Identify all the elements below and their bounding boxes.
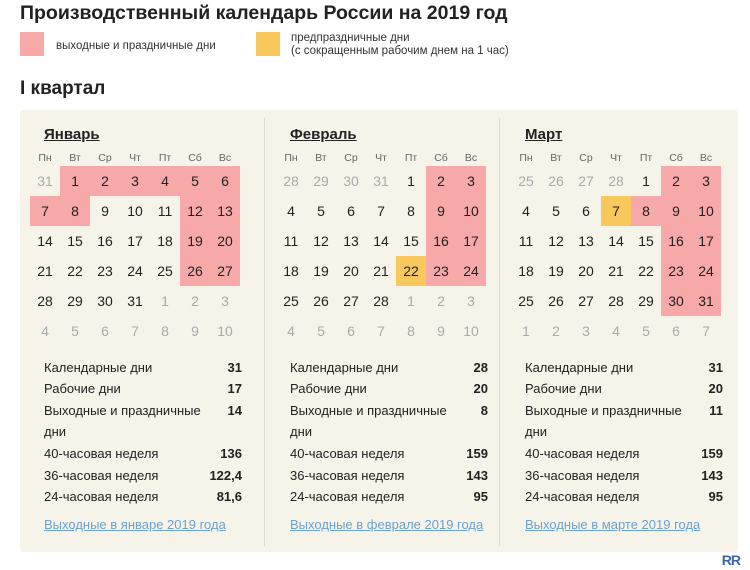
calendar-day: 28: [608, 293, 624, 309]
calendar-day: 12: [313, 233, 329, 249]
calendar-day-holiday: 26: [180, 256, 210, 286]
calendar-day-holiday: 16: [426, 226, 456, 256]
stat-value-holidays: 8: [480, 403, 488, 418]
calendar-day: 15: [67, 233, 83, 249]
calendar-day: 11: [283, 233, 299, 249]
preholiday-legend-label: [291, 32, 509, 58]
calendar-day-other-month: 4: [612, 323, 620, 339]
stat-value-working-days: 17: [227, 381, 242, 396]
calendar-day: 18: [157, 233, 173, 249]
calendar-day: 9: [101, 203, 109, 219]
calendar-day-holiday: 23: [661, 256, 691, 286]
calendar-day: 25: [283, 293, 299, 309]
stat-value-calendar-days: 31: [227, 360, 242, 375]
calendar-day: 19: [548, 263, 564, 279]
stat-value-week36: 143: [701, 468, 723, 483]
calendar-day-other-month: 25: [518, 173, 534, 189]
calendar-day-holiday: 9: [426, 196, 456, 226]
calendar-day: 17: [127, 233, 143, 249]
stat-value-week36: 122,4: [209, 468, 242, 483]
calendar-day-holiday: 27: [210, 256, 240, 286]
stat-label-line: дни: [44, 424, 67, 439]
calendar-day-other-month: 4: [41, 323, 49, 339]
calendar-day: 16: [97, 233, 113, 249]
weekday-label: Пт: [158, 152, 172, 164]
calendar-day: 4: [287, 203, 295, 219]
calendar-day: 22: [638, 263, 654, 279]
calendar-day: 13: [578, 233, 594, 249]
calendar-day-other-month: 27: [578, 173, 594, 189]
calendar-day: 18: [518, 263, 534, 279]
month-name[interactable]: Январь: [44, 126, 100, 143]
calendar-day-other-month: 2: [437, 293, 445, 309]
calendar-day-other-month: 3: [582, 323, 590, 339]
calendar-day: 26: [548, 293, 564, 309]
stat-value-calendar-days: 31: [708, 360, 723, 375]
calendar-day: 4: [522, 203, 530, 219]
calendar-day-other-month: 31: [37, 173, 53, 189]
preholiday-legend-line2: (с сокращенным рабочим днем на 1 час): [291, 45, 509, 57]
weekday-label: Сб: [188, 152, 202, 164]
calendar-day-other-month: 2: [552, 323, 560, 339]
month-name[interactable]: Март: [525, 126, 563, 143]
calendar-day-holiday: 24: [691, 256, 721, 286]
calendar-day-holiday: 3: [691, 166, 721, 196]
calendar-day-other-month: 1: [161, 293, 169, 309]
stat-label-holidays: [44, 400, 201, 442]
calendar-day-holiday: 10: [456, 196, 486, 226]
weekday-label: Ср: [579, 152, 593, 164]
calendar-day: 7: [377, 203, 385, 219]
stat-value-holidays: 11: [709, 403, 723, 418]
calendar-day: 13: [343, 233, 359, 249]
calendar-day-other-month: 10: [217, 323, 233, 339]
calendar-day-holiday: 17: [691, 226, 721, 256]
calendar-day-holiday: 24: [456, 256, 486, 286]
calendar-day: 1: [642, 173, 650, 189]
calendar-day: 23: [97, 263, 113, 279]
calendar-day: 29: [67, 293, 83, 309]
calendar-day-holiday: 1: [60, 166, 90, 196]
weekday-label: Чт: [375, 152, 387, 164]
stat-value-week36: 143: [466, 468, 488, 483]
calendar-day-holiday: 20: [210, 226, 240, 256]
stat-label-week36: 36-часовая неделя: [44, 468, 159, 483]
calendar-day-other-month: 30: [343, 173, 359, 189]
calendar-day-holiday: 2: [661, 166, 691, 196]
month-holidays-link[interactable]: Выходные в феврале 2019 года: [290, 517, 484, 532]
calendar-day: 26: [313, 293, 329, 309]
stat-label-calendar-days: Календарные дни: [44, 360, 153, 375]
calendar-day-other-month: 3: [221, 293, 229, 309]
weekday-label: Вт: [69, 152, 81, 164]
weekday-label: Пн: [519, 152, 533, 164]
calendar-day: 6: [582, 203, 590, 219]
calendar-day: 27: [578, 293, 594, 309]
month-name[interactable]: Февраль: [290, 126, 357, 143]
calendar-day-other-month: 6: [672, 323, 680, 339]
calendar-day: 18: [283, 263, 299, 279]
month-divider: [264, 118, 265, 546]
calendar-day: 28: [37, 293, 53, 309]
calendar-day-holiday: 19: [180, 226, 210, 256]
stat-value-calendar-days: 28: [473, 360, 488, 375]
calendar-day-other-month: 29: [313, 173, 329, 189]
stat-value-working-days: 20: [708, 381, 723, 396]
calendar-day: 8: [407, 203, 415, 219]
calendar-day-holiday: 23: [426, 256, 456, 286]
calendar-day-holiday: 4: [150, 166, 180, 196]
calendar-day-holiday: 6: [210, 166, 240, 196]
month-holidays-link[interactable]: Выходные в марте 2019 года: [525, 517, 701, 532]
calendar-day-holiday: 2: [426, 166, 456, 196]
weekday-label: Вт: [550, 152, 562, 164]
calendar-day: 12: [548, 233, 564, 249]
calendar-day-other-month: 3: [467, 293, 475, 309]
calendar-day-other-month: 6: [347, 323, 355, 339]
stat-label-calendar-days: Календарные дни: [525, 360, 634, 375]
weekday-label: Сб: [669, 152, 683, 164]
stat-label-week40: 40-часовая неделя: [525, 446, 640, 461]
stat-label-working-days: Рабочие дни: [525, 381, 602, 396]
calendar-day: 10: [127, 203, 143, 219]
calendar-day-other-month: 7: [377, 323, 385, 339]
stat-label-week40: 40-часовая неделя: [290, 446, 405, 461]
weekday-label: Чт: [129, 152, 141, 164]
calendar-day-holiday: 10: [691, 196, 721, 226]
calendar-day-holiday: 3: [120, 166, 150, 196]
stat-label-week24: 24-часовая неделя: [290, 489, 405, 504]
stat-label-working-days: Рабочие дни: [44, 381, 121, 396]
stat-value-week40: 159: [701, 446, 723, 461]
stat-value-holidays: 14: [227, 403, 242, 418]
stat-value-week24: 95: [708, 489, 723, 504]
stat-label-working-days: Рабочие дни: [290, 381, 367, 396]
stat-label-week40: 40-часовая неделя: [44, 446, 159, 461]
calendar-day-other-month: 2: [191, 293, 199, 309]
weekday-label: Вс: [218, 152, 232, 164]
calendar-day-other-month: 28: [283, 173, 299, 189]
calendar-day: 27: [343, 293, 359, 309]
calendar-day-holiday: 3: [456, 166, 486, 196]
calendar-day-holiday: 16: [661, 226, 691, 256]
holiday-legend-label: выходные и праздничные дни: [56, 40, 216, 52]
weekday-label: Вт: [315, 152, 327, 164]
calendar-day: 14: [37, 233, 53, 249]
calendar-day-holiday: 7: [30, 196, 60, 226]
weekday-label: Пт: [404, 152, 418, 164]
stat-label-week36: 36-часовая неделя: [290, 468, 405, 483]
calendar-day: 25: [518, 293, 534, 309]
preholiday-legend-swatch: [256, 32, 280, 56]
weekday-label: Вс: [464, 152, 478, 164]
calendar-day: 1: [407, 173, 415, 189]
month-block: [501, 110, 737, 552]
stat-label-week24: 24-часовая неделя: [525, 489, 640, 504]
month-holidays-link[interactable]: Выходные в январе 2019 года: [44, 517, 226, 532]
quarter-panel: [20, 110, 738, 552]
stat-value-week40: 159: [466, 446, 488, 461]
calendar-day: 14: [373, 233, 389, 249]
stat-label-holidays: [290, 400, 447, 442]
month-block: [20, 110, 256, 552]
watermark-logo: RR: [721, 552, 740, 568]
calendar-day-holiday: 30: [661, 286, 691, 316]
weekday-label: Пн: [284, 152, 298, 164]
calendar-day-holiday: 9: [661, 196, 691, 226]
stat-label-week24: 24-часовая неделя: [44, 489, 159, 504]
calendar-day-holiday: 5: [180, 166, 210, 196]
calendar-day-holiday: 8: [60, 196, 90, 226]
holiday-legend-swatch: [20, 32, 44, 56]
weekday-label: Вс: [699, 152, 713, 164]
quarter-title: I квартал: [20, 78, 106, 99]
calendar-day: 24: [127, 263, 143, 279]
calendar-day: 11: [518, 233, 534, 249]
calendar-day: 20: [578, 263, 594, 279]
calendar-day-other-month: 31: [373, 173, 389, 189]
weekday-label: Чт: [610, 152, 622, 164]
calendar-day: 21: [37, 263, 53, 279]
calendar-day: 14: [608, 233, 624, 249]
calendar-day: 19: [313, 263, 329, 279]
calendar-day-other-month: 1: [522, 323, 530, 339]
calendar-day-other-month: 7: [131, 323, 139, 339]
calendar-day-other-month: 5: [71, 323, 79, 339]
stat-label-line: Выходные и праздничные: [44, 403, 201, 418]
calendar-day: 20: [343, 263, 359, 279]
calendar-day-holiday: 13: [210, 196, 240, 226]
stat-label-calendar-days: Календарные дни: [290, 360, 399, 375]
calendar-day-holiday: 31: [691, 286, 721, 316]
weekday-label: Ср: [344, 152, 358, 164]
calendar-day-other-month: 1: [407, 293, 415, 309]
calendar-day-holiday: 12: [180, 196, 210, 226]
weekday-label: Пт: [639, 152, 653, 164]
calendar-day: 22: [67, 263, 83, 279]
month-block: [266, 110, 502, 552]
calendar-day-other-month: 5: [642, 323, 650, 339]
calendar-day: 11: [157, 203, 173, 219]
calendar-day: 15: [403, 233, 419, 249]
calendar-day-preholiday: 7: [601, 196, 631, 226]
stat-label-holidays: [525, 400, 682, 442]
calendar-day-other-month: 6: [101, 323, 109, 339]
calendar-day-other-month: 8: [161, 323, 169, 339]
stat-value-week24: 81,6: [216, 489, 242, 504]
calendar-day: 31: [127, 293, 143, 309]
calendar-day: 21: [608, 263, 624, 279]
calendar-day-other-month: 7: [702, 323, 710, 339]
weekday-label: Пн: [38, 152, 52, 164]
calendar-day-other-month: 28: [608, 173, 624, 189]
preholiday-legend-line1: предпраздничные дни: [291, 32, 410, 44]
weekday-label: Сб: [434, 152, 448, 164]
stat-value-working-days: 20: [473, 381, 488, 396]
calendar-day-other-month: 8: [407, 323, 415, 339]
stat-label-line: дни: [290, 424, 313, 439]
calendar-day: 25: [157, 263, 173, 279]
calendar-day: 29: [638, 293, 654, 309]
calendar-day: 15: [638, 233, 654, 249]
calendar-day: 28: [373, 293, 389, 309]
calendar-day-holiday: 17: [456, 226, 486, 256]
page-title: Производственный календарь России на 2019 год: [20, 2, 508, 24]
stat-label-week36: 36-часовая неделя: [525, 468, 640, 483]
stat-value-week40: 136: [220, 446, 242, 461]
calendar-day-preholiday: 22: [396, 256, 426, 286]
calendar-day-other-month: 9: [191, 323, 199, 339]
calendar-day-other-month: 26: [548, 173, 564, 189]
calendar-day: 6: [347, 203, 355, 219]
calendar-day: 5: [552, 203, 560, 219]
stat-label-line: Выходные и праздничные: [290, 403, 447, 418]
calendar-day: 30: [97, 293, 113, 309]
stat-value-week24: 95: [473, 489, 488, 504]
calendar-day-other-month: 5: [317, 323, 325, 339]
calendar-day-other-month: 10: [463, 323, 479, 339]
calendar-day-holiday: 8: [631, 196, 661, 226]
calendar-day-other-month: 9: [437, 323, 445, 339]
calendar-day: 21: [373, 263, 389, 279]
stat-label-line: Выходные и праздничные: [525, 403, 682, 418]
calendar-day-holiday: 2: [90, 166, 120, 196]
calendar-day-other-month: 4: [287, 323, 295, 339]
calendar-day: 5: [317, 203, 325, 219]
weekday-label: Ср: [98, 152, 112, 164]
stat-label-line: дни: [525, 424, 548, 439]
